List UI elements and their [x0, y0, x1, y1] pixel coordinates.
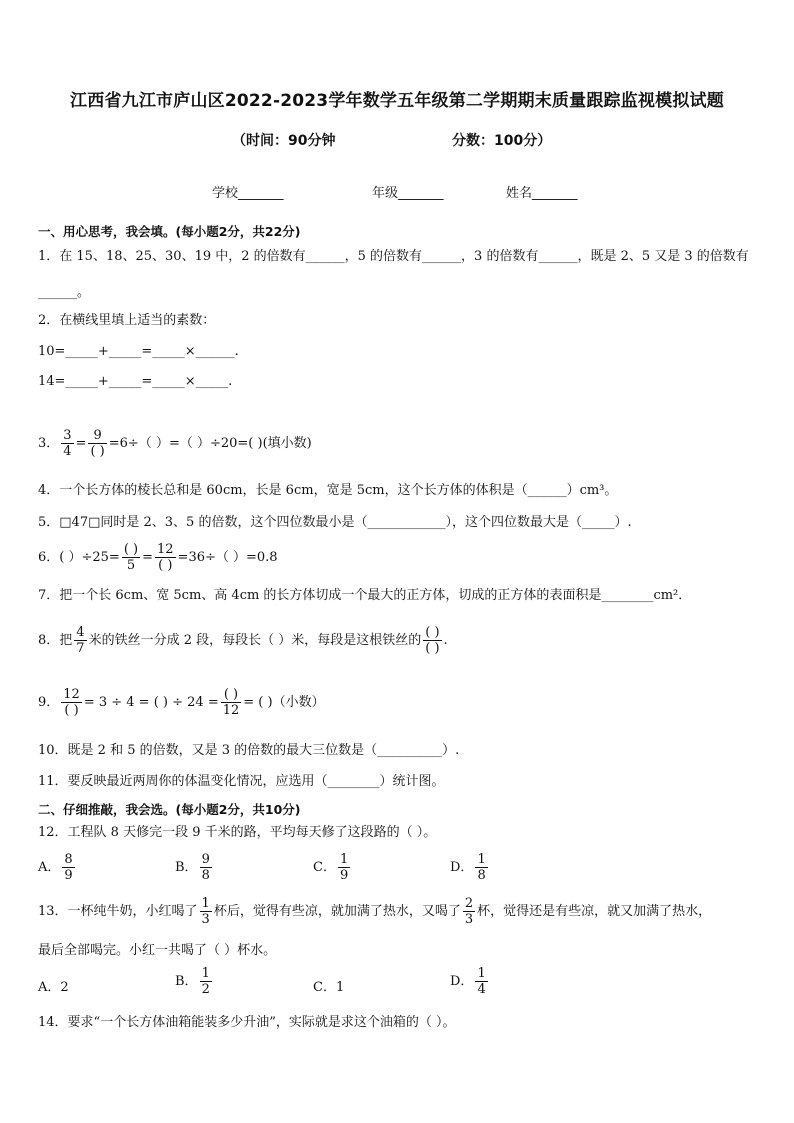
option-a[interactable]	[38, 976, 69, 995]
numerator-blank[interactable]: ( )	[123, 542, 139, 557]
fraction	[475, 966, 487, 997]
question-3-number: 3．	[38, 436, 60, 451]
question-6-start: 6．( ）÷25=	[38, 550, 120, 565]
question-13	[38, 892, 711, 932]
question-5: 5．□47□同时是 2、3、5 的倍数，这个四位数最小是（____________），这个四位数最大是（_____）.	[38, 515, 632, 530]
fraction	[88, 428, 106, 459]
page-title: 江西省九江市庐山区2022-2023学年数学五年级第二学期期末质量跟踪监视模拟试题	[70, 91, 724, 111]
question-8-end: .	[443, 633, 448, 648]
denominator: 9	[339, 868, 349, 883]
option-d[interactable]	[450, 852, 490, 883]
question-2-line-a: 10=_____+_____=_____×______.	[38, 344, 239, 359]
fraction	[62, 852, 74, 883]
denominator-blank[interactable]: ( )	[425, 641, 440, 656]
question-8	[38, 620, 448, 662]
numerator: 8	[64, 852, 73, 867]
denominator: 3	[201, 912, 210, 927]
fraction	[74, 625, 86, 656]
name-field[interactable]: 姓名_______	[506, 186, 578, 201]
option-a[interactable]	[38, 852, 77, 883]
question-13-middle: 杯后，觉得有些凉，就加满了热水，又喝了	[213, 904, 461, 919]
fraction	[155, 542, 176, 573]
numerator: 12	[63, 687, 80, 702]
numerator-blank[interactable]: ( )	[425, 625, 440, 640]
denominator: 2	[201, 982, 210, 997]
denominator: 12	[222, 703, 240, 718]
question-9-middle: = 3 ÷ 4 = ( ) ÷ 24 =	[83, 695, 219, 710]
question-10: 10．既是 2 和 5 的倍数，又是 3 的倍数的最大三位数是（__________）.	[38, 743, 460, 758]
numerator: 4	[76, 625, 85, 640]
question-8-start: 8．把	[38, 633, 73, 648]
numerator: 1	[339, 852, 349, 867]
option-label: B．	[175, 860, 198, 875]
question-13-cont: 最后全部喝完。小红一共喝了（ ）杯水。	[38, 943, 277, 958]
question-1: 1．在 15、18、25、30、19 中，2 的倍数有______，5 的倍数有______，3 的倍数有______，既是 2、5 又是 3 的倍数有	[38, 249, 749, 264]
fraction-blank[interactable]	[423, 625, 441, 656]
denominator: 4	[477, 982, 486, 997]
question-9	[38, 682, 325, 724]
question-13-end: 杯，觉得还是有些凉，就又加满了热水，	[477, 904, 712, 919]
numerator: 12	[157, 542, 174, 557]
fraction	[61, 687, 82, 718]
denominator: 8	[477, 868, 486, 883]
total-score: 分数：100分）	[452, 133, 552, 149]
question-11: 11．要反映最近两周你的体温变化情况，应选用（________）统计图。	[38, 774, 445, 789]
option-label: A．	[38, 860, 61, 875]
fraction	[221, 687, 242, 718]
option-b[interactable]	[175, 966, 214, 997]
denominator-blank[interactable]: ( )	[64, 703, 79, 718]
numerator: 2	[464, 896, 474, 911]
question-3	[38, 424, 312, 464]
numerator-blank[interactable]: ( )	[221, 687, 242, 703]
denominator: 8	[201, 868, 210, 883]
option-label: C．1	[313, 980, 345, 995]
section-2-heading: 二、仔细推敲，我会选。(每小题2分，共10分)	[38, 802, 301, 817]
numerator: 1	[201, 896, 210, 911]
question-13-start: 13．一杯纯牛奶，小红喝了	[38, 904, 198, 919]
option-c[interactable]	[313, 852, 352, 883]
denominator: 7	[76, 641, 85, 656]
numerator: 1	[477, 966, 486, 981]
numerator: 1	[201, 966, 210, 981]
fraction	[338, 852, 350, 883]
denominator: 4	[63, 444, 72, 459]
school-field[interactable]: 学校_______	[212, 186, 284, 201]
fraction	[61, 428, 73, 459]
question-7: 7．把一个长 6cm、宽 5cm、高 4cm 的长方体切成一个最大的正方体，切成的正方体的表面积是________cm²．	[38, 588, 692, 603]
question-4: 4．一个长方体的棱长总和是 60cm，长是 6cm，宽是 5cm，这个长方体的体积是（______）cm³。	[38, 483, 618, 498]
question-9-end: = ( )（小数）	[243, 695, 325, 710]
fraction	[200, 966, 212, 997]
denominator: 9	[64, 868, 73, 883]
option-b[interactable]	[175, 852, 214, 883]
option-c[interactable]	[313, 976, 344, 995]
question-3-rest: =6÷（ ）=（ ）÷20=( )(填小数)	[108, 436, 312, 451]
question-6	[38, 538, 278, 578]
numerator: 9	[88, 428, 106, 444]
option-label: D．	[450, 974, 474, 989]
numerator: 1	[477, 852, 486, 867]
option-label: D．	[450, 860, 474, 875]
denominator-blank[interactable]: ( )	[90, 444, 105, 459]
fraction	[200, 852, 212, 883]
question-1-cont: ______。	[38, 285, 91, 300]
grade-field[interactable]: 年级_______	[372, 186, 444, 201]
question-9-number: 9．	[38, 695, 60, 710]
fraction	[463, 896, 475, 927]
option-label: B．	[175, 974, 198, 989]
question-6-rest: =36÷（ ）=0.8	[177, 550, 278, 565]
denominator: 5	[126, 558, 136, 573]
fraction	[200, 896, 212, 927]
fraction	[475, 852, 487, 883]
section-1-heading: 一、用心思考，我会填。(每小题2分，共22分)	[38, 224, 301, 239]
option-d[interactable]	[450, 966, 490, 997]
denominator-blank[interactable]: ( )	[158, 558, 173, 573]
question-2-line-b: 14=_____+_____=_____×_____.	[38, 374, 233, 389]
numerator: 3	[63, 428, 72, 443]
option-label: A．2	[38, 980, 69, 995]
equals: =	[142, 550, 153, 565]
denominator: 3	[464, 912, 474, 927]
time-limit: （时间：90分钟	[232, 133, 336, 149]
option-label: C．	[313, 860, 336, 875]
question-8-middle: 米的铁丝一分成 2 段，每段长（ ）米，每段是这根铁丝的	[88, 633, 422, 648]
question-2: 2．在横线里填上适当的素数：	[38, 313, 216, 328]
question-14: 14．要求“一个长方体油箱能装多少升油”，实际就是求这个油箱的（ ）。	[38, 1015, 456, 1030]
numerator: 9	[201, 852, 210, 867]
equals: =	[75, 436, 87, 451]
fraction	[122, 542, 140, 573]
question-12: 12．工程队 8 天修完一段 9 千米的路，平均每天修了这段路的（ ）。	[38, 825, 437, 840]
